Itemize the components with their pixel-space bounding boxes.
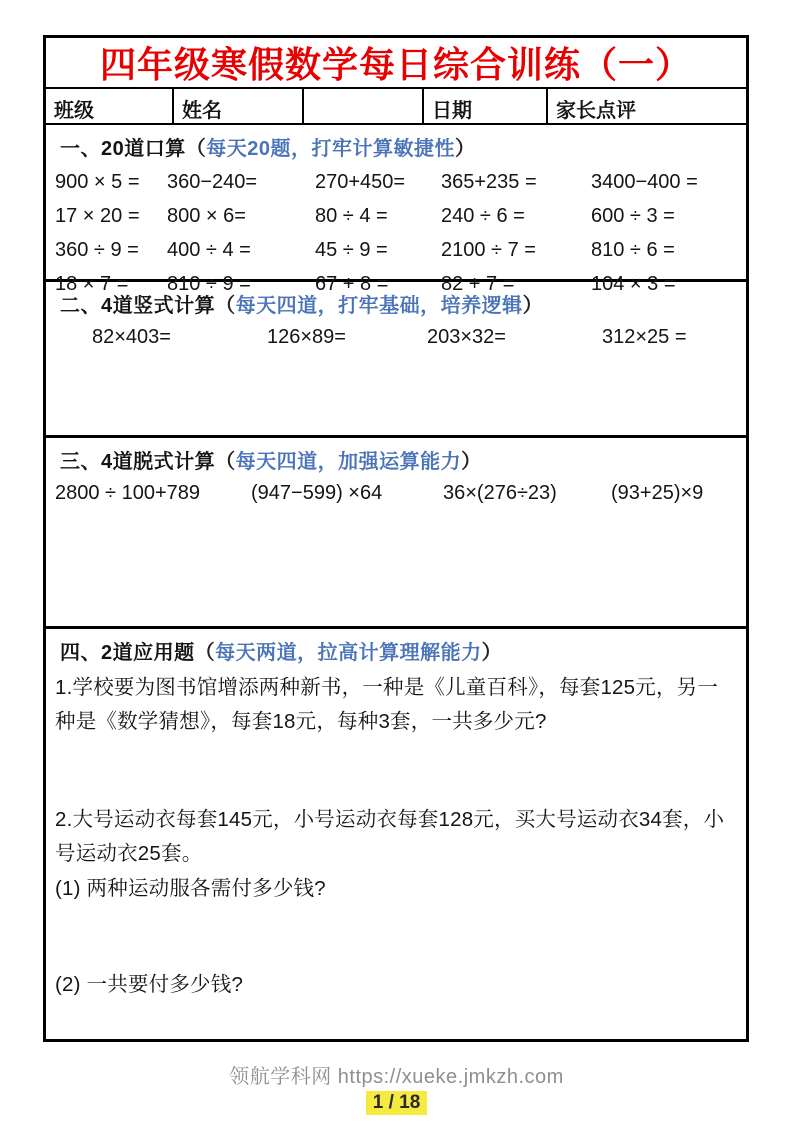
- oral-problem: 240 ÷ 6 =: [441, 205, 525, 227]
- oral-problem: 360 ÷ 9 =: [55, 239, 139, 261]
- date-field: 日期: [424, 89, 548, 123]
- section-word-title: 四、2道应用题: [60, 642, 195, 664]
- paren-open: （: [215, 295, 236, 317]
- stepwise-problem: (93+25)×9: [611, 482, 704, 504]
- section-oral-title: 一、20道口算: [60, 138, 186, 160]
- oral-problem: 810 ÷ 6 =: [591, 239, 675, 261]
- footer-site-watermark: 领航学科网 https://xueke.jmkzh.com: [229, 1066, 564, 1088]
- vertical-problem: 312×25 =: [602, 326, 687, 348]
- section-vertical-note: 每天四道，打牢基础，培养逻辑: [235, 295, 523, 317]
- word-problem-2: 2.大号运动衣每套145元，小号运动衣每套128元，买大号运动衣34套，小号运动衣25套。: [55, 808, 725, 865]
- page-number-badge: 1 / 18: [366, 1091, 428, 1115]
- oral-problem: 900 × 5 =: [55, 171, 140, 193]
- vertical-problem: 203×32=: [427, 326, 506, 348]
- oral-problem: 2100 ÷ 7 =: [441, 239, 536, 261]
- oral-problem: 80 ÷ 4 =: [315, 205, 388, 227]
- info-table: [46, 89, 746, 125]
- section-stepwise-note: 每天四道，加强运算能力: [235, 451, 462, 473]
- section-vertical-title: 二、4道竖式计算: [60, 295, 216, 317]
- oral-problem: 18 × 7 =: [55, 273, 129, 295]
- oral-problem: 17 × 20 =: [55, 205, 140, 227]
- section-vertical-calc: [46, 282, 746, 438]
- section-word-note: 每天两道，拉高计算理解能力: [215, 642, 482, 664]
- paren-open: （: [194, 642, 216, 664]
- paren-close: ）: [455, 138, 476, 160]
- oral-problem: 800 × 6=: [167, 205, 246, 227]
- oral-problem: 104 × 3 =: [591, 273, 676, 295]
- class-field: 班级: [46, 89, 174, 123]
- oral-problem: 360−240=: [167, 171, 258, 193]
- section-stepwise-title: 三、4道脱式计算: [60, 451, 216, 473]
- section-word-problems: [46, 629, 746, 1039]
- vertical-problem: 126×89=: [267, 326, 346, 348]
- name-field: 姓名: [174, 89, 304, 123]
- page-footer: [0, 1060, 793, 1114]
- paren-close: ）: [461, 451, 482, 473]
- oral-problem: 365+235 =: [441, 171, 537, 193]
- section-stepwise-heading: [46, 438, 746, 474]
- oral-problem: 810 ÷ 9 =: [167, 273, 251, 295]
- vertical-problems-grid: [46, 318, 746, 349]
- stepwise-problem: 2800 ÷ 100+789: [55, 482, 200, 504]
- oral-problem: 600 ÷ 3 =: [591, 205, 675, 227]
- blank-field: [304, 89, 424, 123]
- oral-problem: 400 ÷ 4 =: [167, 239, 251, 261]
- stepwise-problem: 36×(276÷23): [443, 482, 557, 504]
- section-word-heading: [46, 629, 746, 665]
- worksheet-sheet: [43, 35, 749, 1042]
- stepwise-problem: (947−599) ×64: [251, 482, 383, 504]
- title-row: [46, 38, 746, 89]
- oral-problems-grid: [46, 161, 746, 296]
- oral-problem: 270+450=: [315, 171, 406, 193]
- section-oral-note: 每天20题，打牢计算敏捷性: [206, 138, 455, 160]
- paren-close: ）: [481, 642, 503, 664]
- page-title: 四年级寒假数学每日综合训练（一）: [99, 45, 692, 85]
- parent-comment-field: 家长点评: [556, 100, 636, 122]
- word-problem-2-question-2: (2) 一共要付多少钱?: [55, 973, 244, 996]
- word-problem-1: 1.学校要为图书馆增添两种新书，一种是《儿童百科》，每套125元，另一种是《数学猜想》，每套18元，每种3套，一共多少元?: [55, 676, 719, 733]
- stepwise-problems-grid: [46, 474, 746, 505]
- word-problems-body: [46, 665, 746, 1002]
- oral-problem: 67 + 8 =: [315, 273, 389, 295]
- oral-problem: 82 + 7 =: [441, 273, 515, 295]
- paren-close: ）: [522, 295, 544, 317]
- section-oral-heading: [46, 125, 746, 161]
- page-number: [0, 1092, 793, 1114]
- vertical-problem: 82×403=: [92, 326, 171, 348]
- section-stepwise-calc: [46, 438, 746, 629]
- paren-open: （: [185, 138, 207, 160]
- word-problem-2-question-1: (1) 两种运动服各需付多少钱?: [55, 877, 326, 900]
- paren-open: （: [215, 451, 236, 473]
- oral-problem: 45 ÷ 9 =: [315, 239, 388, 261]
- section-oral-calc: [46, 125, 746, 295]
- oral-problem: 3400−400 =: [591, 171, 698, 193]
